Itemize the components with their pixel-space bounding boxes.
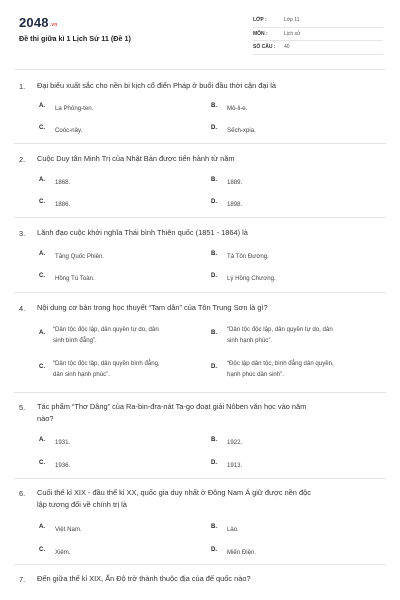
- option-letter: A.: [39, 524, 45, 530]
- logo-text: 2048: [19, 15, 49, 30]
- option-text: Việt Nam.: [55, 526, 82, 533]
- divider: [14, 564, 386, 565]
- question-text: Nội dung cơ bản trong học thuyết “Tam dân” của Tôn Trung Sơn là gì?: [37, 303, 268, 312]
- option-text-line-1: “Dân tộc độc lập, dân quyền bình đẳng,: [53, 360, 160, 367]
- option-letter: B.: [211, 103, 217, 109]
- option-letter: D.: [211, 460, 217, 466]
- meta-row-subject: [253, 28, 383, 42]
- option-text-line-2: sinh hạnh phúc”.: [227, 337, 273, 344]
- option-text-line-1: “Dân tộc độc lập, dân quyền tự do, dân: [227, 326, 333, 333]
- option-text: 1931.: [55, 439, 71, 446]
- meta-row-class: [253, 14, 383, 28]
- option-letter: D.: [211, 199, 217, 205]
- option-text-line-2: hạnh phúc dân sinh”.: [227, 371, 284, 378]
- option-letter: D.: [211, 125, 217, 131]
- option-letter: B.: [211, 330, 217, 336]
- question-number: 7.: [19, 575, 26, 584]
- option-text: 1913.: [227, 462, 243, 469]
- option-text: 1898.: [227, 201, 243, 208]
- option-text: La Phông-ten.: [55, 105, 94, 112]
- question-number: 6.: [19, 489, 26, 498]
- divider: [14, 478, 386, 479]
- option-text: Miến Điện.: [227, 549, 257, 556]
- question-number: 2.: [19, 155, 26, 164]
- option-letter: C.: [39, 460, 45, 466]
- question-text: Đến giữa thế kỉ XIX, Ấn Độ trở thành thuộc địa của đế quốc nào?: [37, 574, 251, 583]
- question-text-line-1: Tác phẩm “Thơ Dâng” của Ra-bin-đra-nát Ta-go đoạt giải Nôben văn học vào năm: [37, 402, 307, 411]
- option-letter: B.: [211, 251, 217, 257]
- question-text: Lãnh đạo cuộc khởi nghĩa Thái bình Thiên quốc (1851 - 1864) là: [37, 228, 248, 237]
- option-letter: C.: [39, 199, 45, 205]
- option-text-line-1: “Độc lập dân tộc, bình đẳng dân quyền,: [227, 360, 334, 367]
- exam-meta: [253, 14, 383, 55]
- option-text-line-2: sinh bình đẳng”.: [53, 337, 97, 344]
- option-text: 1886.: [55, 201, 71, 208]
- meta-row-count: [253, 41, 383, 55]
- header: [0, 0, 400, 66]
- question-number: 1.: [19, 82, 26, 91]
- meta-label: SỐ CÂU :: [253, 44, 276, 50]
- option-text: Sếch-xpia.: [227, 127, 256, 134]
- option-letter: C.: [39, 364, 45, 370]
- option-text-line-1: “Dân tộc độc lập, dân quyền tự do, dân: [53, 326, 159, 333]
- option-text: Xiêm.: [55, 549, 71, 556]
- exam-title: Đề thi giữa kì 1 Lịch Sử 11 (Đề 1): [19, 34, 131, 43]
- question-number: 4.: [19, 304, 26, 313]
- option-letter: A.: [39, 177, 45, 183]
- option-letter: A.: [39, 330, 45, 336]
- meta-value: Lớp 11: [284, 17, 300, 23]
- question-text: Cuộc Duy tân Minh Trị của Nhật Bản được tiến hành từ năm: [37, 154, 235, 163]
- question-text-line-1: Cuối thế kỉ XIX - đầu thế kỉ XX, quốc gia duy nhất ở Đông Nam Á giữ được nền độc: [37, 488, 311, 497]
- option-letter: C.: [39, 273, 45, 279]
- option-text: Lý Hồng Chương.: [227, 275, 276, 282]
- option-text: 1889.: [227, 179, 243, 186]
- option-letter: B.: [211, 524, 217, 530]
- meta-value: 40: [284, 44, 290, 50]
- option-text: 1868.: [55, 179, 71, 186]
- option-text: Tăng Quốc Phiên.: [55, 253, 105, 260]
- divider: [14, 69, 386, 70]
- option-letter: C.: [39, 125, 45, 131]
- meta-label: LỚP :: [253, 17, 267, 23]
- question-text-line-2: nào?: [37, 414, 54, 423]
- question-text-line-2: lập tương đối về chính trị là: [37, 500, 127, 509]
- option-text: Tả Tôn Đường.: [227, 253, 269, 260]
- option-letter: A.: [39, 103, 45, 109]
- divider: [14, 217, 386, 218]
- option-text: Hồng Tú Toàn.: [55, 275, 95, 282]
- logo-suffix: .vn: [49, 22, 58, 28]
- meta-label: MÔN :: [253, 30, 268, 37]
- site-logo[interactable]: [19, 15, 58, 30]
- option-letter: B.: [211, 177, 217, 183]
- option-letter: D.: [211, 547, 217, 553]
- option-letter: A.: [39, 437, 45, 443]
- divider: [14, 392, 386, 393]
- option-letter: B.: [211, 437, 217, 443]
- question-text: Đại biểu xuất sắc cho nền bi kịch cổ điển Pháp ở buổi đầu thời cận đại là: [37, 81, 276, 90]
- option-letter: C.: [39, 547, 45, 553]
- question-number: 5.: [19, 403, 26, 412]
- question-number: 3.: [19, 229, 26, 238]
- divider: [14, 143, 386, 144]
- option-text-line-2: dân sinh hạnh phúc”.: [53, 371, 110, 378]
- option-text: 1922.: [227, 439, 243, 446]
- option-text: 1936.: [55, 462, 71, 469]
- option-letter: A.: [39, 251, 45, 257]
- option-text: Mô-li-e.: [227, 105, 248, 112]
- option-letter: D.: [211, 364, 217, 370]
- option-text: Coóc-nây.: [55, 127, 83, 134]
- option-letter: D.: [211, 273, 217, 279]
- option-text: Lào.: [227, 526, 239, 533]
- divider: [14, 292, 386, 293]
- meta-value: Lịch sử: [284, 30, 301, 37]
